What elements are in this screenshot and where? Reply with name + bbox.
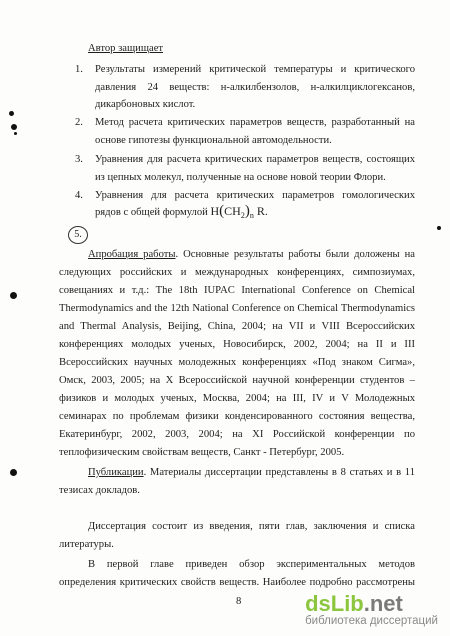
circled-item-number: 5. bbox=[68, 226, 88, 244]
list-number: 2. bbox=[75, 117, 83, 128]
approbation-text: . Основные результаты работы были доложены на bbox=[175, 249, 415, 260]
publications-label: Публикации bbox=[88, 467, 144, 478]
publications-text: . Материалы диссертации представлены в 8 статьях и в 11 bbox=[143, 467, 415, 478]
paragraph-line: Всероссийских научных молодежных конференциях «Под знаком Сигма», bbox=[59, 357, 415, 368]
paragraph-line: Екатеринбург, 2002, 2003, 2004; на XI Российской конференции по bbox=[59, 429, 415, 440]
list-item-line: Уравнения для расчета критических параметров веществ, состоящих bbox=[95, 154, 415, 165]
binding-hole-mark bbox=[11, 124, 17, 130]
list-item-line: основе гипотезы функциональной автомодельности. bbox=[95, 135, 332, 146]
list-item-line bbox=[95, 205, 268, 222]
list-item-text: рядов с общей формулой bbox=[95, 207, 208, 218]
publications-first-line bbox=[88, 466, 415, 479]
list-number: 4. bbox=[75, 190, 83, 201]
paragraph-line: следующих российских и международных конференциях, симпозиумах, bbox=[59, 267, 415, 278]
list-number: 3. bbox=[75, 154, 83, 165]
list-number: 1. bbox=[75, 64, 83, 75]
list-item-line: из цепных молекул, полученные на основе новой теории Флори. bbox=[95, 172, 386, 183]
watermark[interactable] bbox=[305, 593, 438, 628]
paragraph-line: and Thermal Analysis, Beijing, China, 2004; на VII и VIII Всероссийских bbox=[59, 321, 415, 332]
page-number: 8 bbox=[236, 596, 242, 607]
binding-hole-mark bbox=[10, 292, 17, 299]
list-item-line: Результаты измерений критической температуры и критического bbox=[95, 64, 415, 75]
paragraph-line: Диссертация состоит из введения, пяти глав, заключения и списка bbox=[88, 521, 415, 532]
paragraph-line: совещаниях и т.д.: The 18th IUPAC International Conference on Chemical bbox=[59, 285, 415, 296]
paragraph-line: Thermodynamics and the 12th National Conference on Chemical Thermodynamics bbox=[59, 303, 415, 314]
binding-hole-mark bbox=[9, 111, 14, 116]
list-item-line: Метод расчета критических параметров веществ, разработанный на bbox=[95, 117, 415, 128]
paragraph-line: Омск, 2003, 2005; на X Всероссийской научной конференции студентов – bbox=[59, 375, 415, 386]
defends-heading: Автор защищает bbox=[88, 43, 164, 54]
paragraph-line: семинарах по проблемам физики конденсированного состояния вещества, bbox=[59, 411, 415, 422]
binding-hole-mark bbox=[10, 469, 17, 476]
watermark-logo: dsLib.net bbox=[305, 591, 403, 616]
paragraph-line: теплофизическим свойствам веществ, Санкт - Петербург, 2005. bbox=[59, 447, 345, 458]
paragraph-line: конференциях молодых ученых, Новосибирск, 2002, 2004; на II и III bbox=[59, 339, 415, 350]
paragraph-line: тезисах докладов. bbox=[59, 485, 140, 496]
paragraph-line: определения критических свойств веществ. Наиболее подробно рассмотрены bbox=[59, 577, 415, 588]
approbation-first-line bbox=[88, 248, 415, 261]
watermark-subtitle: библиотека диссертаций bbox=[305, 615, 438, 627]
approbation-label: Апробация работы bbox=[88, 249, 176, 260]
list-item-line: Уравнения для расчета критических параметров гомологических bbox=[95, 190, 415, 201]
paragraph-line: В первой главе приведен обзор экспериментальных методов bbox=[88, 559, 415, 570]
paragraph-line: литературы. bbox=[59, 539, 114, 550]
list-item-line: давления 24 веществ: н-алкилбензолов, н-алкилциклогексанов, bbox=[95, 82, 415, 93]
binding-hole-mark bbox=[437, 226, 441, 230]
homolog-formula: $H(CH_2)_n$ R. bbox=[210, 203, 268, 220]
paragraph-line: физиков и молодых ученых, Москва, 2004; на III, IV и V Молодежных bbox=[59, 393, 415, 404]
binding-hole-mark bbox=[14, 132, 17, 135]
list-item-line: дикарбоновых кислот. bbox=[95, 99, 196, 110]
